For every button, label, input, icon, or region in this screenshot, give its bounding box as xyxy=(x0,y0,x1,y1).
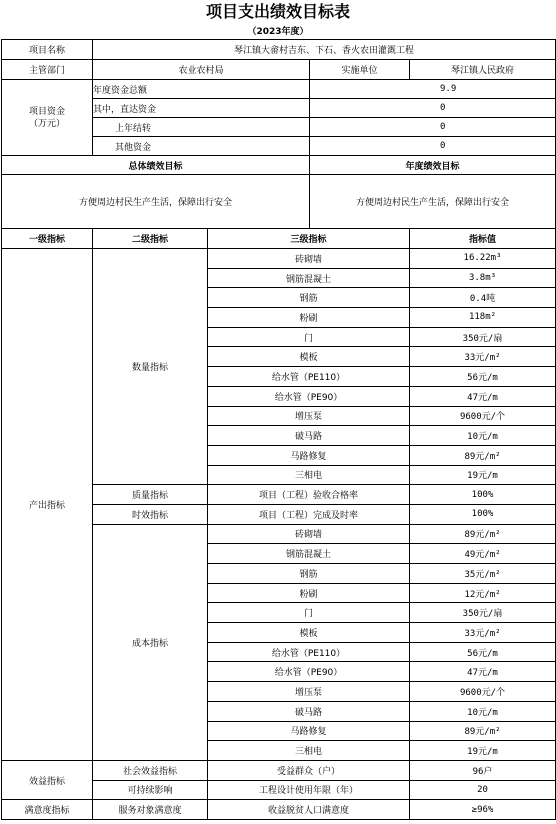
indicator-value: 89元/m² xyxy=(410,721,556,741)
indicator-value: 35元/m² xyxy=(410,564,556,584)
overall-goal-header: 总体绩效目标 xyxy=(2,156,310,175)
indicator-name: 粉刷 xyxy=(208,308,410,328)
dept-label: 主管部门 xyxy=(2,60,93,80)
indicator-value: 118m² xyxy=(410,308,556,328)
performance-table xyxy=(1,39,556,820)
indicator-name: 给水管（PE110） xyxy=(208,367,410,387)
dept-row xyxy=(2,60,556,80)
fund-label: 项目资金 （万元） xyxy=(2,80,93,156)
overall-goal-text: 方便周边村民生产生活，保障出行安全 xyxy=(2,175,310,229)
indicator-value: 49元/m² xyxy=(410,544,556,564)
indicator-value: 19元/m xyxy=(410,465,556,485)
indicator-name: 项目（工程）完成及时率 xyxy=(208,504,410,524)
indicator-name: 给水管（PE90） xyxy=(208,386,410,406)
fund-total-label: 年度资金总额 xyxy=(93,80,310,99)
header-level1: 一级指标 xyxy=(2,229,93,249)
indicator-value: 96户 xyxy=(410,760,556,780)
indicator-value: 56元/m xyxy=(410,367,556,387)
fund-total-value: 9.9 xyxy=(310,80,556,99)
indicator-name: 钢筋 xyxy=(208,564,410,584)
indicator-name: 给水管（PE110） xyxy=(208,642,410,662)
header-level3: 三级指标 xyxy=(208,229,410,249)
indicator-name: 砖砌墙 xyxy=(208,249,410,269)
indicator-value: 350元/扇 xyxy=(410,327,556,347)
indicator-value: 33元/m² xyxy=(410,347,556,367)
indicator-value: 47元/m xyxy=(410,386,556,406)
indicator-value: 19元/m xyxy=(410,741,556,761)
indicator-header-row xyxy=(2,229,556,249)
fund-other-label: 其他资金 xyxy=(93,137,310,156)
project-name-value: 琴江镇大畲村吉东、下石、香火农田灌溉工程 xyxy=(93,40,556,60)
indicator-name: 门 xyxy=(208,327,410,347)
indicator-value: 350元/扇 xyxy=(410,603,556,623)
indicator-row xyxy=(2,760,556,780)
level2-quantity: 数量指标 xyxy=(93,249,208,485)
page-title: 项目支出绩效目标表 xyxy=(205,2,350,21)
indicator-value: 9600元/个 xyxy=(410,682,556,702)
indicator-value: 56元/m xyxy=(410,642,556,662)
level2-sustain: 可持续影响 xyxy=(93,780,208,800)
indicator-value: 12元/m² xyxy=(410,583,556,603)
indicator-name: 钢筋混凝土 xyxy=(208,268,410,288)
indicator-row xyxy=(2,800,556,820)
indicator-name: 给水管（PE90） xyxy=(208,662,410,682)
indicator-name: 项目（工程）验收合格率 xyxy=(208,485,410,505)
level2-service: 服务对象满意度 xyxy=(93,800,208,820)
indicator-name: 马路修复 xyxy=(208,721,410,741)
indicator-row xyxy=(2,249,556,269)
indicator-value: 89元/m² xyxy=(410,524,556,544)
fund-direct-value: 0 xyxy=(310,99,556,118)
indicator-value: 0.4吨 xyxy=(410,288,556,308)
fund-other-value: 0 xyxy=(310,137,556,156)
indicator-name: 增压泵 xyxy=(208,682,410,702)
indicator-value: 89元/m² xyxy=(410,445,556,465)
indicator-name: 三相电 xyxy=(208,741,410,761)
indicator-name: 破马路 xyxy=(208,701,410,721)
indicator-value: 100% xyxy=(410,485,556,505)
project-name-row xyxy=(2,40,556,60)
indicator-value: 47元/m xyxy=(410,662,556,682)
indicator-name: 收益脱贫人口满意度 xyxy=(208,800,410,820)
dept-value: 农业农村局 xyxy=(93,60,310,80)
level2-cost: 成本指标 xyxy=(93,524,208,760)
indicator-value: 3.8m³ xyxy=(410,268,556,288)
goals-row xyxy=(2,175,556,229)
indicator-name: 砖砌墙 xyxy=(208,524,410,544)
header-level2: 二级指标 xyxy=(93,229,208,249)
fund-carry-label: 上年结转 xyxy=(93,118,310,137)
indicator-name: 破马路 xyxy=(208,426,410,446)
fund-row xyxy=(2,80,556,99)
level2-social: 社会效益指标 xyxy=(93,760,208,780)
indicator-name: 钢筋混凝土 xyxy=(208,544,410,564)
unit-label: 实施单位 xyxy=(310,60,410,80)
level2-time: 时效指标 xyxy=(93,504,208,524)
project-name-label: 项目名称 xyxy=(2,40,93,60)
annual-goal-text: 方便周边村民生产生活，保障出行安全 xyxy=(310,175,556,229)
indicator-name: 钢筋 xyxy=(208,288,410,308)
header-value: 指标值 xyxy=(410,229,556,249)
indicator-value: 100% xyxy=(410,504,556,524)
fund-direct-label: 其中，直达资金 xyxy=(93,99,310,118)
annual-goal-header: 年度绩效目标 xyxy=(310,156,556,175)
indicator-name: 粉刷 xyxy=(208,583,410,603)
indicator-name: 受益群众（户） xyxy=(208,760,410,780)
level1-output: 产出指标 xyxy=(2,249,93,761)
level2-quality: 质量指标 xyxy=(93,485,208,505)
indicator-value: ≥96% xyxy=(410,800,556,820)
indicator-name: 三相电 xyxy=(208,465,410,485)
unit-value: 琴江镇人民政府 xyxy=(410,60,556,80)
indicator-value: 9600元/个 xyxy=(410,406,556,426)
indicator-name: 模板 xyxy=(208,347,410,367)
year-label: （2023年度） xyxy=(247,27,309,37)
indicator-name: 增压泵 xyxy=(208,406,410,426)
level1-benefit: 效益指标 xyxy=(2,760,93,799)
indicator-name: 马路修复 xyxy=(208,445,410,465)
indicator-name: 模板 xyxy=(208,623,410,643)
goals-header-row xyxy=(2,156,556,175)
indicator-value: 33元/m² xyxy=(410,623,556,643)
indicator-name: 工程设计使用年限（年） xyxy=(208,780,410,800)
indicator-value: 10元/m xyxy=(410,701,556,721)
fund-carry-value: 0 xyxy=(310,118,556,137)
indicator-value: 20 xyxy=(410,780,556,800)
indicator-value: 10元/m xyxy=(410,426,556,446)
indicator-value: 16.22m³ xyxy=(410,249,556,269)
level1-satisfaction: 满意度指标 xyxy=(2,800,93,820)
indicator-name: 门 xyxy=(208,603,410,623)
